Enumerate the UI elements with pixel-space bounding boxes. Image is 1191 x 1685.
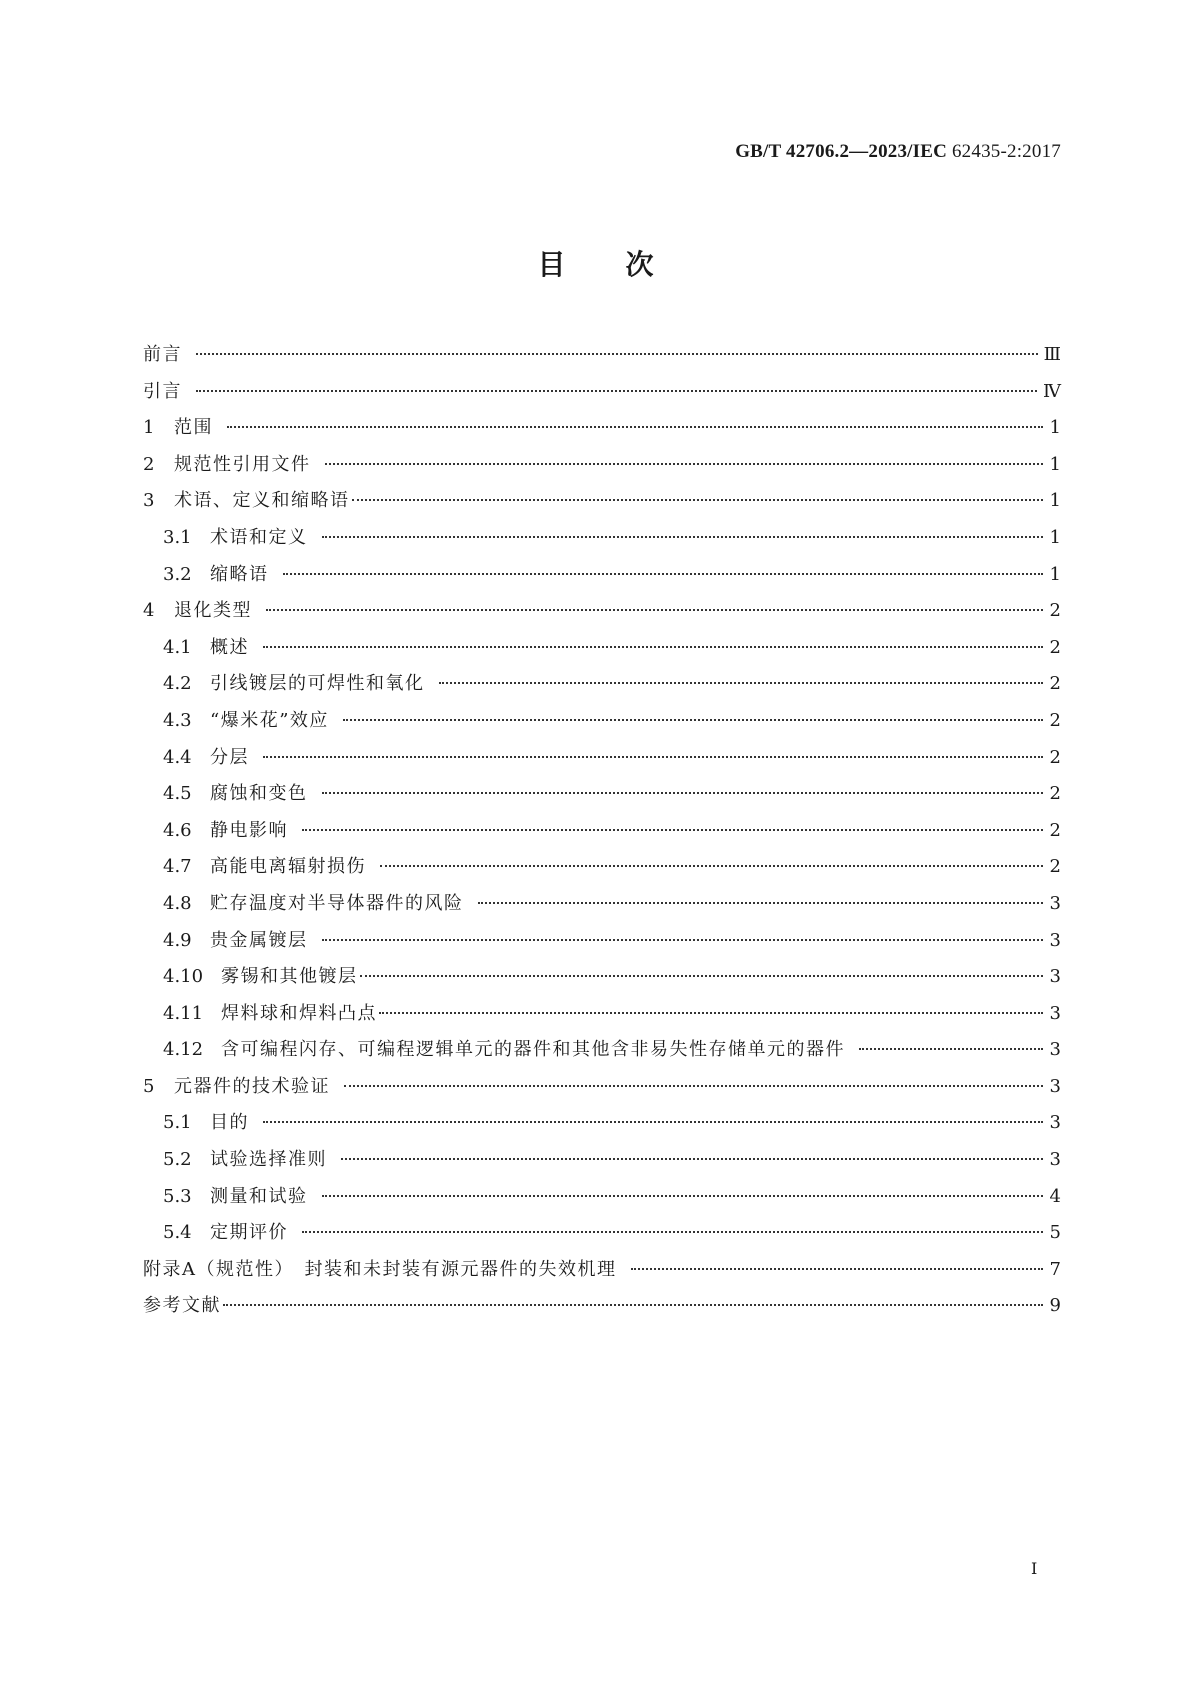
toc-entry-5[interactable] — [143, 1072, 1061, 1109]
toc-entry-4-10[interactable] — [143, 962, 1061, 999]
toc-number: 5.1 — [163, 1112, 192, 1134]
toc-label: 引线镀层的可焊性和氧化 — [210, 673, 425, 695]
standard-code — [735, 141, 1061, 163]
toc-page: 2 — [1049, 746, 1061, 768]
toc-label: 贮存温度对半导体器件的风险 — [210, 892, 464, 914]
toc-number: 4.7 — [163, 856, 192, 878]
toc-label: 腐蚀和变色 — [210, 783, 308, 805]
toc-number: 4.6 — [163, 819, 192, 841]
toc-number: 4.11 — [163, 1002, 204, 1024]
toc-label: 定期评价 — [210, 1222, 288, 1244]
toc-label: 测量和试验 — [210, 1185, 308, 1207]
toc-leader — [325, 463, 1044, 465]
toc-leader — [439, 682, 1044, 684]
toc-number: 1 — [143, 417, 155, 439]
toc-entry-4-1[interactable] — [143, 633, 1061, 670]
toc-label: 附录A（规范性） 封装和未封装有源元器件的失效机理 — [143, 1258, 617, 1280]
toc-page: 3 — [1049, 966, 1061, 988]
toc-number: 4.9 — [163, 929, 192, 951]
toc-label: 退化类型 — [174, 600, 252, 622]
toc-label: 贵金属镀层 — [210, 929, 308, 951]
toc-leader — [196, 390, 1037, 392]
toc-page: 3 — [1049, 1149, 1061, 1171]
toc-entry-1[interactable] — [143, 413, 1061, 450]
page-number: Ⅰ — [1031, 1559, 1038, 1578]
toc-leader — [322, 1195, 1044, 1197]
toc-leader — [223, 1304, 1043, 1306]
toc-leader — [322, 792, 1044, 794]
toc-number: 4.4 — [163, 746, 192, 768]
toc-leader — [302, 1231, 1043, 1233]
toc-page: 2 — [1049, 819, 1061, 841]
toc-leader — [380, 865, 1043, 867]
toc-leader — [227, 426, 1043, 428]
toc-label: 目的 — [210, 1112, 249, 1134]
toc-entry-preface[interactable] — [143, 340, 1061, 377]
toc-entry-4-7[interactable] — [143, 852, 1061, 889]
toc-leader — [360, 975, 1044, 977]
toc-label: 含可编程闪存、可编程逻辑单元的器件和其他含非易失性存储单元的器件 — [221, 1039, 845, 1061]
toc-page: 2 — [1049, 783, 1061, 805]
toc-page: 2 — [1049, 856, 1061, 878]
toc-label: 范围 — [174, 417, 213, 439]
toc-leader — [322, 939, 1044, 941]
toc-number: 4.5 — [163, 783, 192, 805]
page-title: 目次 — [537, 248, 714, 281]
toc-number: 5.4 — [163, 1222, 192, 1244]
toc-entry-4-8[interactable] — [143, 889, 1061, 926]
toc-label: 雾锡和其他镀层 — [221, 966, 358, 988]
toc-entry-2[interactable] — [143, 450, 1061, 487]
toc-label: 元器件的技术验证 — [174, 1075, 330, 1097]
toc-page: 3 — [1049, 1002, 1061, 1024]
toc-number: 3 — [143, 490, 155, 512]
toc-page: 1 — [1049, 453, 1061, 475]
toc-number: 5.3 — [163, 1185, 192, 1207]
toc-number: 4.1 — [163, 636, 192, 658]
toc-leader — [379, 1012, 1043, 1014]
toc-leader — [478, 902, 1044, 904]
toc-page: Ⅲ — [1043, 344, 1061, 365]
toc-page: 1 — [1049, 526, 1061, 548]
toc-page: 3 — [1049, 1039, 1061, 1061]
toc-leader — [631, 1268, 1044, 1270]
toc-entry-5-2[interactable] — [143, 1145, 1061, 1182]
toc-entry-4-9[interactable] — [143, 926, 1061, 963]
standard-code-iec: 62435-2:2017 — [947, 141, 1061, 162]
table-of-contents — [143, 340, 1061, 1328]
toc-page: 2 — [1049, 673, 1061, 695]
toc-leader — [302, 829, 1043, 831]
toc-entry-5-1[interactable] — [143, 1108, 1061, 1145]
toc-page: 1 — [1049, 490, 1061, 512]
toc-entry-4-4[interactable] — [143, 743, 1061, 780]
toc-label: 术语、定义和缩略语 — [174, 490, 350, 512]
toc-entry-4-3[interactable] — [143, 706, 1061, 743]
toc-label: 前言 — [143, 344, 182, 365]
toc-number: 5.2 — [163, 1149, 192, 1171]
toc-page: 4 — [1049, 1185, 1061, 1207]
toc-page: 2 — [1049, 636, 1061, 658]
toc-page: 1 — [1049, 563, 1061, 585]
toc-leader — [263, 756, 1043, 758]
toc-page: 3 — [1049, 1075, 1061, 1097]
standard-code-main: GB/T 42706.2—2023/IEC — [735, 141, 948, 162]
toc-page: Ⅳ — [1043, 380, 1061, 402]
toc-entry-3[interactable] — [143, 486, 1061, 523]
toc-label: 参考文献 — [143, 1295, 221, 1317]
toc-number: 5 — [143, 1075, 155, 1097]
toc-number: 4.12 — [163, 1039, 204, 1061]
toc-page: 3 — [1049, 929, 1061, 951]
toc-label: 焊料球和焊料凸点 — [221, 1002, 377, 1024]
toc-number: 4.2 — [163, 673, 192, 695]
toc-number: 3.1 — [163, 526, 192, 548]
toc-page: 3 — [1049, 1112, 1061, 1134]
toc-entry-intro[interactable] — [143, 377, 1061, 414]
toc-leader — [263, 646, 1043, 648]
toc-page: 7 — [1049, 1258, 1061, 1280]
toc-leader — [322, 536, 1044, 538]
toc-entry-4-11[interactable] — [143, 999, 1061, 1036]
toc-entry-5-4[interactable] — [143, 1218, 1061, 1255]
toc-label: 试验选择准则 — [210, 1149, 327, 1171]
toc-entry-3-1[interactable] — [143, 523, 1061, 560]
toc-number: 4 — [143, 600, 155, 622]
toc-page: 2 — [1049, 600, 1061, 622]
toc-entry-4-12[interactable] — [143, 1035, 1061, 1072]
toc-page: 5 — [1049, 1222, 1061, 1244]
toc-label: 高能电离辐射损伤 — [210, 856, 366, 878]
toc-label: 规范性引用文件 — [174, 453, 311, 475]
toc-leader — [344, 1085, 1043, 1087]
toc-leader — [196, 353, 1038, 355]
toc-label: “爆米花”效应 — [210, 709, 329, 731]
toc-label: 静电影响 — [210, 819, 288, 841]
toc-page: 9 — [1049, 1295, 1061, 1317]
toc-page: 3 — [1049, 892, 1061, 914]
toc-label: 概述 — [210, 636, 249, 658]
toc-entry-4-6[interactable] — [143, 816, 1061, 853]
toc-leader — [263, 1121, 1043, 1123]
toc-number: 4.10 — [163, 966, 204, 988]
toc-entry-4-5[interactable] — [143, 779, 1061, 816]
toc-label: 术语和定义 — [210, 526, 308, 548]
toc-leader — [343, 719, 1043, 721]
toc-leader — [266, 609, 1043, 611]
toc-label: 缩略语 — [210, 563, 269, 585]
toc-leader — [341, 1158, 1043, 1160]
toc-number: 3.2 — [163, 563, 192, 585]
toc-entry-4[interactable] — [143, 596, 1061, 633]
toc-leader — [859, 1048, 1043, 1050]
toc-number: 4.8 — [163, 892, 192, 914]
toc-entry-4-2[interactable] — [143, 669, 1061, 706]
toc-leader — [352, 499, 1044, 501]
toc-entry-references[interactable] — [143, 1291, 1061, 1328]
toc-entry-3-2[interactable] — [143, 560, 1061, 597]
toc-entry-annex-a[interactable] — [143, 1255, 1061, 1292]
toc-number: 2 — [143, 453, 155, 475]
toc-entry-5-3[interactable] — [143, 1182, 1061, 1219]
toc-page: 2 — [1049, 709, 1061, 731]
toc-leader — [283, 573, 1044, 575]
toc-label: 分层 — [210, 746, 249, 768]
toc-label: 引言 — [143, 380, 182, 402]
toc-page: 1 — [1049, 417, 1061, 439]
toc-number: 4.3 — [163, 709, 192, 731]
